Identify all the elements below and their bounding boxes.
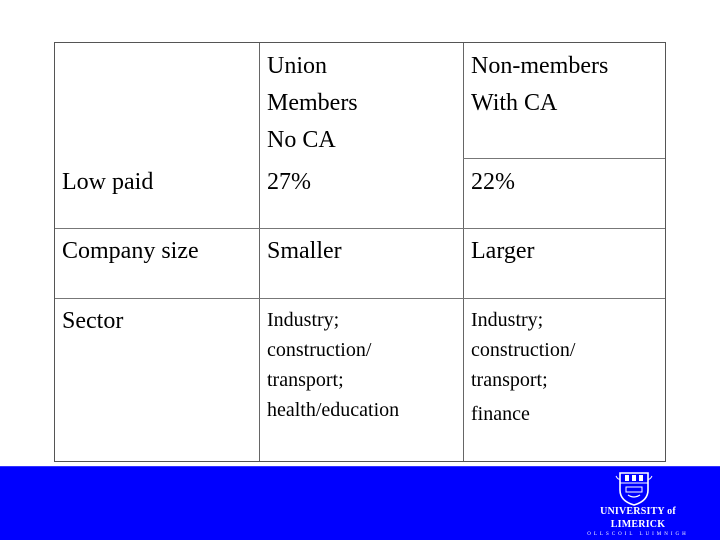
comparison-table [54, 42, 666, 462]
column-divider [463, 43, 464, 461]
logo-name: UNIVERSITY of LIMERICK [600, 506, 676, 530]
row-label-company-size: Company size [62, 238, 199, 264]
cell-low-paid-nonmembers: 22% [471, 169, 515, 195]
cell-company-size-nonmembers: Larger [471, 238, 535, 264]
header-non-members [471, 48, 608, 122]
header-line: Members [267, 90, 358, 116]
cell-line: transport; [471, 369, 548, 391]
cell-low-paid-union: 27% [267, 169, 311, 195]
footer-edge [0, 466, 720, 467]
row-divider [55, 298, 665, 299]
row-divider [463, 158, 665, 159]
row-label-low-paid: Low paid [62, 169, 154, 195]
cell-company-size-union: Smaller [267, 238, 342, 264]
cell-line: Industry; [471, 309, 544, 331]
header-line: With CA [471, 90, 558, 116]
university-logo [573, 505, 703, 539]
cell-line: construction/ [471, 339, 576, 361]
cell-line: transport; [267, 369, 344, 391]
cell-line: construction/ [267, 339, 372, 361]
cell-sector-nonmembers [471, 305, 575, 429]
row-label-sector: Sector [62, 308, 124, 334]
header-line: Union [267, 53, 327, 79]
header-line: Non-members [471, 53, 609, 79]
cell-line: health/education [267, 399, 400, 421]
header-union-members [267, 48, 358, 159]
column-divider [259, 43, 260, 461]
header-line: No CA [267, 127, 336, 153]
cell-line: Industry; [267, 309, 340, 331]
row-divider [55, 228, 665, 229]
university-crest-icon [612, 470, 656, 506]
cell-line: finance [471, 403, 530, 425]
logo-subtitle: OLLSCOIL LUIMNIGH [587, 532, 689, 537]
cell-sector-union [267, 305, 399, 425]
